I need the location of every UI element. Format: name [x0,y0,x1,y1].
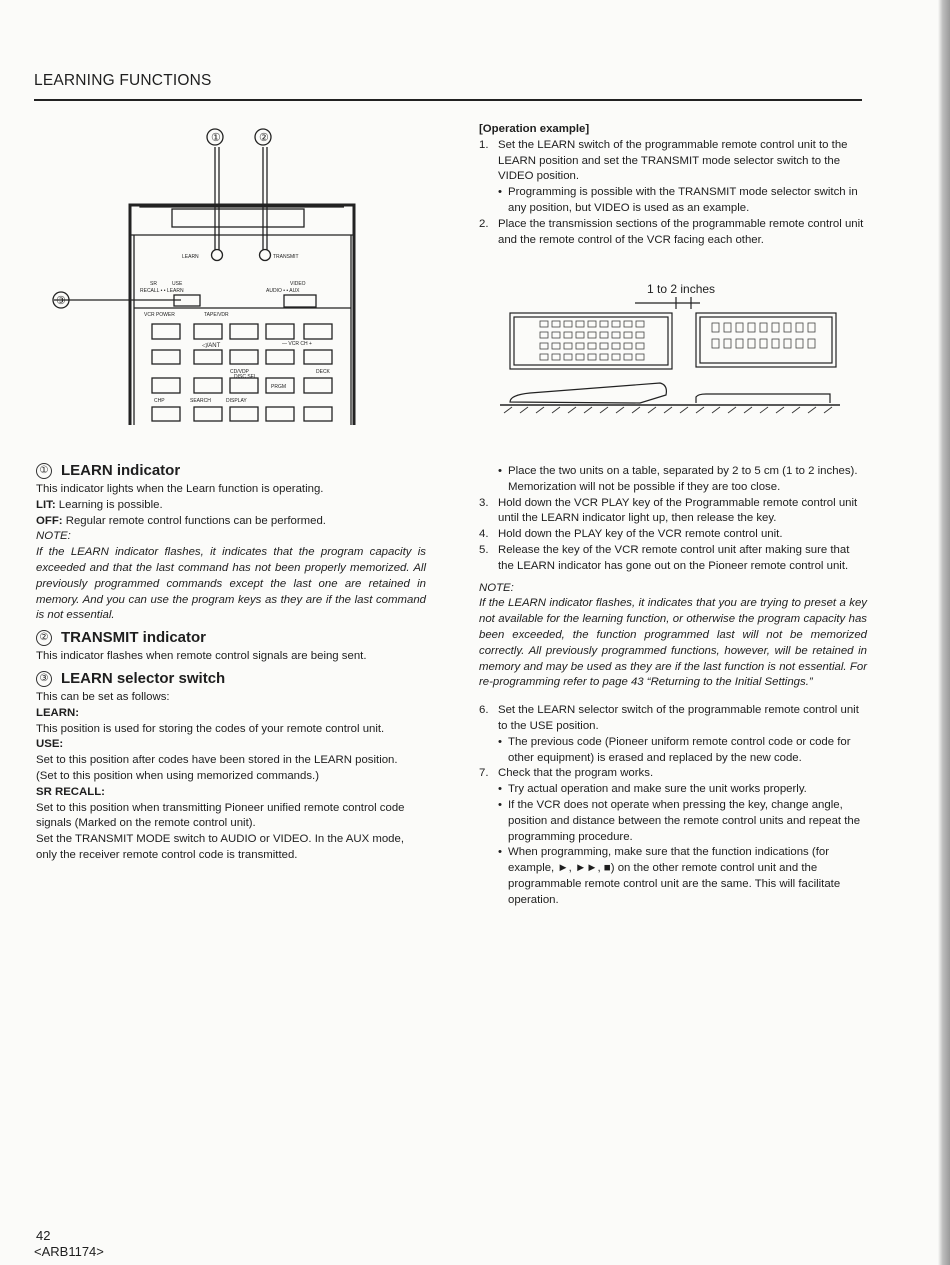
svg-text:DECK: DECK [316,369,330,375]
remotes-facing-diagram [500,295,850,430]
right-column-lower: • Place the two units on a table, separated by 2 to 5 cm (1 to 2 inches). Memorization will not be possible if they are too close. 3. Hold down the VCR PLAY key of the Programmable remote control unit until the LEARN indicator light up, then release the key. 4. Hold down the PLAY key of the VCR remote control unit. 5. Release the key of the VCR remote control unit after making sure that the LEARN indicator has gone out on the Pioneer remote control unit. NOTE: If the LEARN indicator flashes, it indicates that you are trying to preset a key not available for the learning function, or otherwise the program capacity has been exceeded, the function programmed last will not be memorized correctly. All previously programmed functions, however, will be retained in memory and may be used as they are if the last function is not essential. For re-programming refer to page 43 “Returning to the Initial Settings.” 6. Set the LEARN selector switch of the programmable remote control unit to the USE position. • The previous code (Pioneer uniform remote control code or code for other equipment) is erased and replaced by the new code. 7. Check that the program works. • Try actual operation and make sure the unit works properly. • If the VCR does not operate when pressing the key, change angle, position and distance between the remote control units and repeat the programming procedure. • When programming, make sure that the function indications (for example, ►, ►►, ■) on the other remote control unit and the programmable remote control unit are the same. This will facilitate operation. [479,465,867,906]
section-learn-indicator-title: ① LEARN indicator [36,463,426,479]
step-5: 5. Release the key of the VCR remote control unit after making sure that the LEARN indicator has gone out on the Pioneer remote control unit. [479,543,850,572]
header-rule [34,99,862,101]
remote-control-diagram [44,125,360,430]
distance-label: 1 to 2 inches [647,282,716,296]
svg-text:LEARN: LEARN [182,254,199,260]
page-number: 42 [36,1228,51,1243]
right-note: If the LEARN indicator flashes, it indicates that you are trying to preset a key not available for the learning function, or otherwise the program capacity has been exceeded, the function programmed last will not be memorized correctly. All previously programmed functions, however, will be retained in memory and may be used as they are if the last function is not essential. For re-programming refer to page 43 “Returning to the Initial Settings.” [479,597,867,689]
note-label: NOTE: [36,530,71,543]
page-edge-shadow [938,0,950,1265]
svg-text:SEARCH: SEARCH [190,398,211,404]
learn-indicator-body: This indicator lights when the Learn function is operating. [36,483,324,495]
svg-text:CHP: CHP [154,398,165,404]
svg-text:◁/ANT: ◁/ANT [202,343,221,349]
svg-text:SR: SR [150,281,157,287]
svg-text:— VCR CH +: — VCR CH + [282,341,312,347]
section-learn-selector-title: ③ LEARN selector switch [36,671,426,687]
page-header-title: LEARNING FUNCTIONS [34,72,212,89]
step-3: 3. Hold down the VCR PLAY key of the Programmable remote control unit until the LEARN indicator light up, then release the key. [479,496,858,525]
section-transmit-indicator-title: ② TRANSMIT indicator [36,630,426,646]
svg-text:AUDIO • • AUX: AUDIO • • AUX [266,288,300,294]
svg-text:DISPLAY: DISPLAY [226,398,247,404]
step-7: 7. Check that the program works. [479,767,654,780]
svg-text:③: ③ [56,295,66,307]
step-6: 6. Set the LEARN selector switch of the programmable remote control unit to the USE position. [479,704,859,732]
svg-text:VCR POWER: VCR POWER [144,312,175,318]
operation-example-title: [Operation example] [479,123,590,135]
svg-text:VIDEO: VIDEO [290,281,306,287]
right-column-upper: [Operation example] 1. Set the LEARN switch of the programmable remote control unit to the LEARN position and set the TRANSMIT mode selector switch to the VIDEO position. • Programming is possible with the TRANSMIT mode selector switch in any position, but VIDEO is used as an example. 2. Place the transmission sections of the programmable remote control unit and the remote control of the VCR facing each other. [479,122,867,248]
svg-text:RECALL • • LEARN: RECALL • • LEARN [140,288,184,294]
right-note-label: NOTE: [479,581,514,594]
document-code: <ARB1174> [34,1244,104,1259]
transmit-indicator-body: This indicator flashes when remote control signals are being sent. [36,650,367,663]
step-4: 4. Hold down the PLAY key of the VCR remote control unit. [479,528,783,541]
step-2: 2. Place the transmission sections of the programmable remote control unit and the remote control of the VCR facing each other. [479,217,864,246]
svg-text:②: ② [259,132,269,144]
svg-text:DISC SEL: DISC SEL [234,374,257,380]
svg-text:PRGM: PRGM [271,384,286,390]
svg-text:CD/VDP: CD/VDP [230,369,249,375]
step-1: 1. Set the LEARN switch of the programmable remote control unit to the LEARN position and set the TRANSMIT mode selector switch to the VIDEO position. [479,138,848,183]
svg-text:TRANSMIT: TRANSMIT [273,254,299,260]
svg-text:TAPE/VDR: TAPE/VDR [204,312,229,318]
left-column: ① LEARN indicator This indicator lights when the Learn function is operating. LIT: Learning is possible. OFF: Regular remote control functions can be performed. NOTE: If the LEARN indicator flashes, it indicates that the program capacity is exceeded and that the last command has not been properly memorized. All previously programmed commands except the last one are retained in memory. And you can use the program keys as they are if the last command is not essential. ② TRANSMIT indicator This indicator flashes when remote control signals are being sent. ③ LEARN selector switch This can be set as follows: LEARN: This position is used for storing the codes of your remote control unit. USE: Set to this position after codes have been stored in the LEARN position. (Set to this position when using memorized commands.) SR RECALL: Set to this position when transmitting Pioneer unified remote control code signals (Marked on the remote control unit). Set the TRANSMIT MODE switch to AUDIO or VIDEO. In the AUX mode, only the receiver remote control code is transmitted. [36,462,426,861]
svg-text:①: ① [211,132,221,144]
learn-indicator-note: If the LEARN indicator flashes, it indicates that the program capacity is exceeded and that the last command has not been properly memorized. All previously programmed commands except the last one are retained in memory. And you can use the program keys as they are if the last command is not essential. [36,546,426,622]
svg-text:USE: USE [172,281,183,287]
